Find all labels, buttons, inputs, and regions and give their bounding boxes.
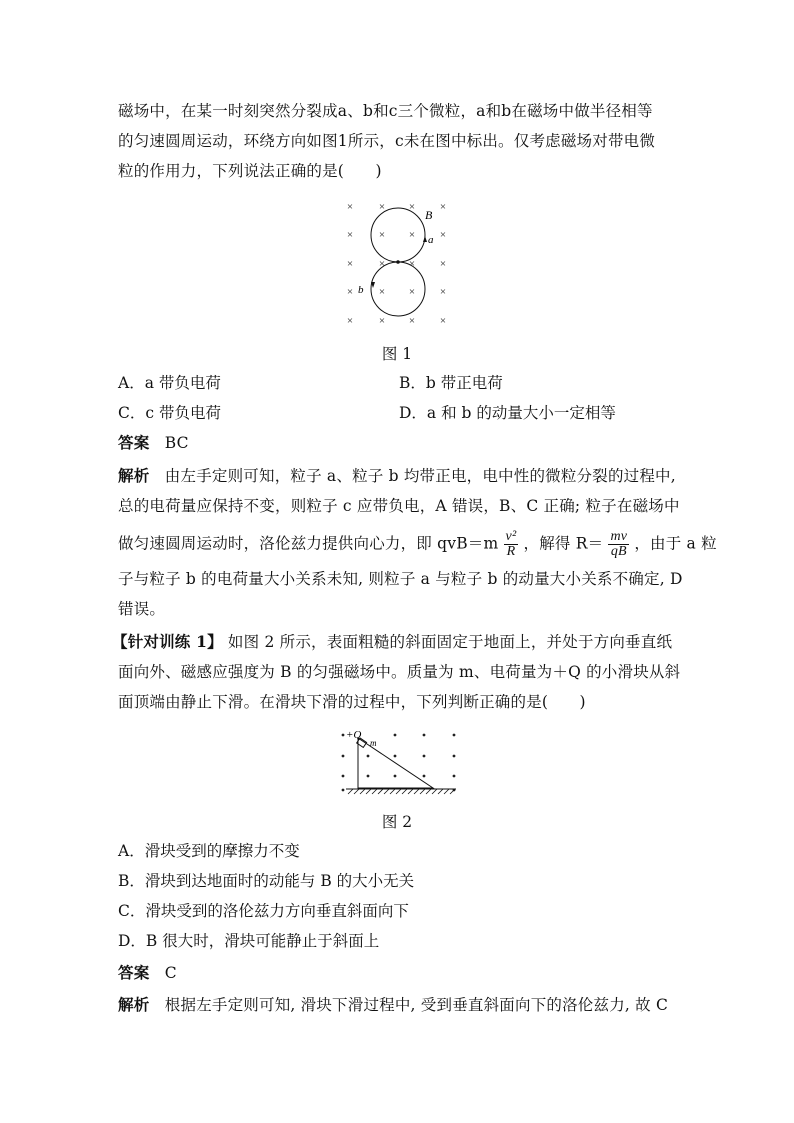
q1-option-c: C．c 带负电荷: [118, 404, 221, 422]
field-cross: ×: [408, 258, 416, 270]
label-plus-Q: +Q: [346, 729, 362, 741]
field-dot: [342, 755, 345, 758]
analysis-label: 解析: [118, 466, 150, 485]
field-dot: [342, 789, 345, 792]
answer-label: 答案: [118, 433, 150, 452]
q2-option-c: C．滑块受到的洛伦兹力方向垂直斜面向下: [118, 902, 409, 920]
training-tag: 【针对训练 1】: [112, 632, 223, 651]
field-dot: [453, 734, 456, 737]
label-B: B: [425, 208, 433, 222]
figure-2-caption: 图 2: [381, 813, 413, 831]
field-cross: ×: [439, 258, 447, 270]
field-dot: [423, 734, 426, 737]
field-cross: ×: [346, 286, 354, 298]
figure-1-magnetic-field: [330, 192, 460, 332]
answer-label: 答案: [118, 963, 150, 982]
q1-option-d: D．a 和 b 的动量大小一定相等: [399, 404, 616, 422]
field-cross: ×: [439, 286, 447, 298]
field-cross: ×: [408, 286, 416, 298]
field-cross: ×: [346, 315, 354, 327]
frac-den: R: [506, 544, 516, 559]
analysis-text: 根据左手定则可知, 滑块下滑过程中, 受到垂直斜面向下的洛伦兹力, 故 C: [164, 996, 669, 1014]
q1-analysis-line-1: [118, 465, 678, 487]
field-cross: ×: [346, 258, 354, 270]
field-cross: ×: [346, 229, 354, 241]
frac-num: mv: [610, 529, 628, 544]
field-dot: [423, 775, 426, 778]
label-m: m: [370, 738, 377, 748]
q2-option-b: B．滑块到达地面时的动能与 B 的大小无关: [118, 872, 415, 890]
frac-den: qB: [610, 544, 627, 559]
q1-line-1: 磁场中，在某一时刻突然分裂成a、b和c三个微粒，a和b在磁场中做半径相等: [118, 102, 653, 120]
field-cross: ×: [378, 201, 386, 213]
field-dot: [453, 775, 456, 778]
q2-line-3: 面顶端由静止下滑。在滑块下滑的过程中，下列判断正确的是( ): [118, 693, 586, 711]
q2-analysis-line-1: [118, 994, 678, 1016]
fraction-mv-over-qB: [608, 530, 629, 559]
answer-value: C: [164, 964, 177, 982]
field-cross: ×: [408, 201, 416, 213]
field-cross: ×: [439, 315, 447, 327]
figure-1-caption: 图 1: [381, 345, 413, 363]
field-cross: ×: [378, 258, 386, 270]
q2-option-d: D．B 很大时，滑块可能静止于斜面上: [118, 932, 380, 950]
q2-answer: [118, 962, 678, 984]
label-a: a: [428, 234, 434, 246]
q1-analysis-line-4: 子与粒子 b 的电荷量大小关系未知, 则粒子 a 与粒子 b 的动量大小关系不确定, D: [118, 570, 683, 588]
field-dot: [394, 775, 397, 778]
label-b: b: [358, 284, 364, 296]
field-dot: [342, 775, 345, 778]
direction-arrow-a: [423, 236, 427, 242]
field-cross: ×: [439, 201, 447, 213]
analysis-text-c: ，由于 a 粒: [634, 534, 717, 553]
field-cross: ×: [378, 286, 386, 298]
field-cross: ×: [346, 201, 354, 213]
q1-option-a: A．a 带负电荷: [118, 374, 221, 392]
figure-2-incline: [330, 724, 470, 804]
q1-analysis-line-2: 总的电荷量应保持不变，则粒子 c 应带负电，A 错误，B、C 正确; 粒子在磁场中: [118, 497, 680, 515]
q2-text: 如图 2 所示，表面粗糙的斜面固定于地面上，并处于方向垂直纸: [222, 633, 673, 651]
field-dot: [342, 734, 345, 737]
q1-line-3: 粒的作用力，下列说法正确的是( ): [118, 162, 382, 180]
field-cross: ×: [378, 315, 386, 327]
answer-value: BC: [164, 434, 189, 452]
q2-option-a: A．滑块受到的摩擦力不变: [118, 842, 300, 860]
q1-line-2: 的匀速圆周运动，环绕方向如图1所示，c未在图中标出。仅考虑磁场对带电微: [118, 132, 656, 150]
fraction-v2-over-R: [504, 530, 519, 559]
split-point: [396, 260, 400, 264]
analysis-text-a: 做匀速圆周运动时，洛伦兹力提供向心力，即 qvB＝m: [118, 534, 499, 553]
analysis-text-b: ，解得 R＝: [523, 534, 604, 553]
field-cross: ×: [408, 315, 416, 327]
ground-hatching: [348, 789, 455, 794]
field-dot: [367, 775, 370, 778]
q2-line-1: [112, 631, 672, 653]
field-dot: [394, 755, 397, 758]
field-dot: [453, 755, 456, 758]
q1-analysis-line-5: 错误。: [118, 600, 166, 618]
q1-analysis-line-3: [118, 529, 717, 559]
frac-num: v²: [505, 529, 517, 544]
field-dot: [394, 734, 397, 737]
field-dot: [423, 755, 426, 758]
field-cross: ×: [439, 229, 447, 241]
field-dot: [367, 755, 370, 758]
q1-answer: [118, 432, 678, 454]
field-cross: ×: [378, 229, 386, 241]
q2-line-2: 面向外、磁感应强度为 B 的匀强磁场中。质量为 m、电荷量为＋Q 的小滑块从斜: [118, 663, 681, 681]
analysis-label: 解析: [118, 995, 150, 1014]
field-cross: ×: [408, 229, 416, 241]
q1-option-b: B．b 带正电荷: [399, 374, 503, 392]
analysis-text: 由左手定则可知，粒子 a、粒子 b 均带正电，电中性的微粒分裂的过程中,: [164, 467, 676, 485]
